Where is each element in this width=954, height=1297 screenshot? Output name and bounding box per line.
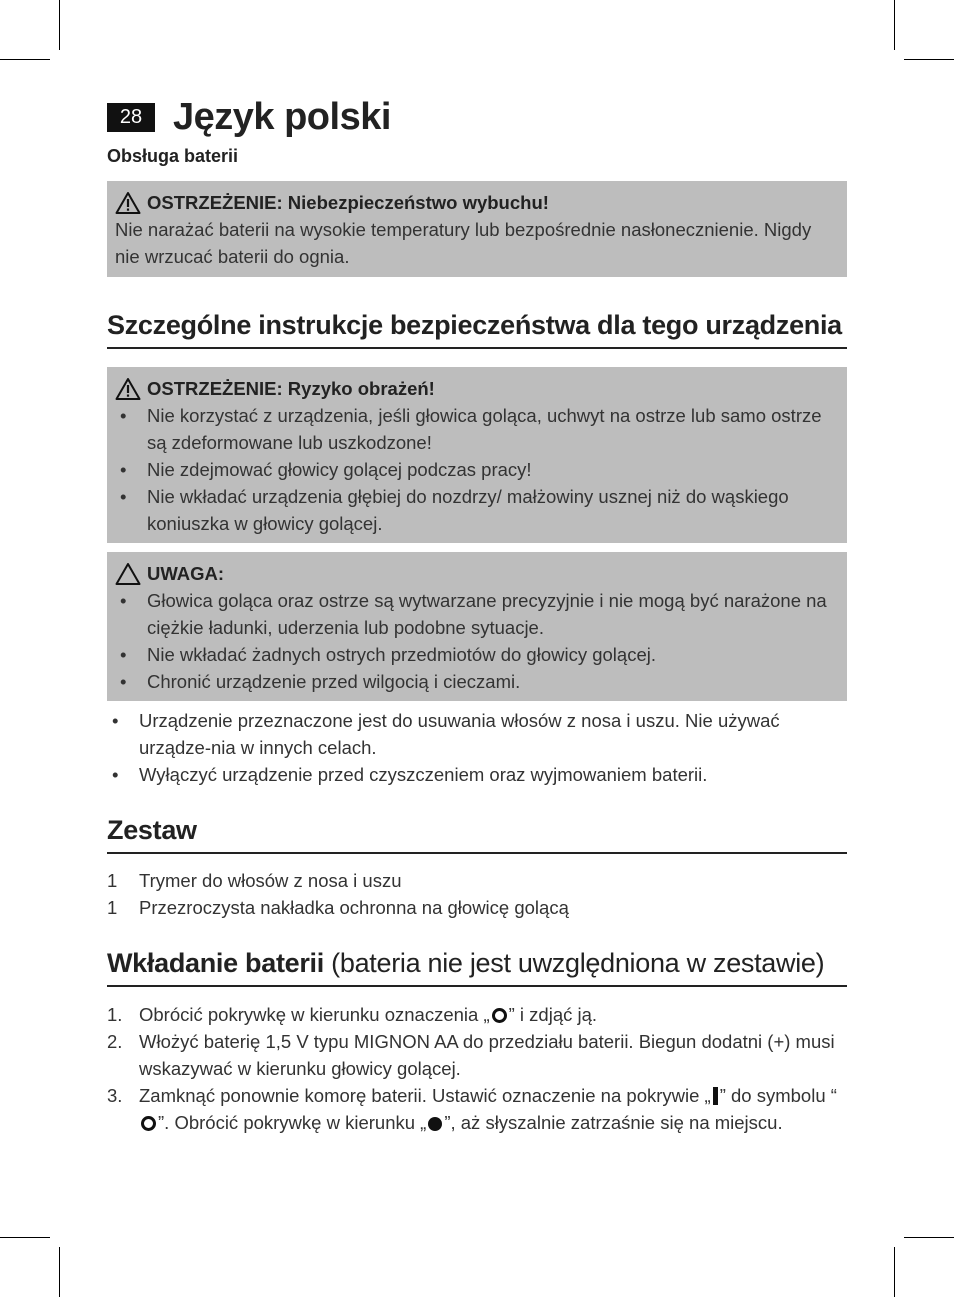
warning-injury-list xyxy=(115,402,837,537)
step-text: Włożyć baterię 1,5 V typu MIGNON AA do przedziału baterii. Biegun dodatni (+) musi wskazywać w kierunku głowicy golącej. xyxy=(139,1031,835,1079)
list-item: • Nie korzystać z urządzenia, jeśli głowica goląca, uchwyt na ostrze lub samo ostrze są zdeformowane lub uszkodzone! xyxy=(115,402,837,456)
step-text: Zamknąć ponownie komorę baterii. Ustawić oznaczenie na pokrywie „ xyxy=(139,1085,711,1106)
warning-explosion-title: OSTRZEŻENIE: Niebezpieczeństwo wybuchu! xyxy=(147,192,549,213)
open-circle-icon xyxy=(492,1008,507,1023)
safety-section-heading: Szczególne instrukcje bezpieczeństwa dla tego urządzenia xyxy=(107,310,847,349)
crop-mark xyxy=(0,59,50,60)
list-item xyxy=(107,1001,847,1028)
caution-triangle-icon xyxy=(115,562,141,586)
warning-triangle-icon xyxy=(115,377,141,401)
list-item: • Nie wkładać urządzenia głębiej do nozdrzy/ małżowiny usznej niż do wąskiego koniuszka w głowicy golącej. xyxy=(115,483,837,537)
page-title: Język polski xyxy=(173,96,391,138)
warning-explosion-box xyxy=(107,181,847,277)
warning-injury-title: OSTRZEŻENIE: Ryzyko obrażeń! xyxy=(147,378,435,399)
item-quantity: 1 xyxy=(107,870,118,891)
warning-injury-title-row xyxy=(115,375,837,402)
marker-bar-icon xyxy=(713,1087,718,1105)
battery-handling-subheading: Obsługa baterii xyxy=(107,146,239,166)
step-text: ”. Obrócić pokrywkę w kierunku „ xyxy=(158,1112,427,1133)
list-item xyxy=(107,894,847,921)
list-item: • Chronić urządzenie przed wilgocią i cieczami. xyxy=(115,668,837,695)
step-number: 1. xyxy=(107,1004,123,1025)
step-text: ”, aż słyszalnie zatrzaśnie się na miejscu. xyxy=(444,1112,783,1133)
step-text: ” do symbolu “ xyxy=(719,1085,837,1106)
crop-mark xyxy=(0,1237,50,1238)
warning-explosion-title-row xyxy=(115,189,837,216)
list-item: • Nie zdejmować głowicy golącej podczas pracy! xyxy=(115,456,837,483)
contents-list xyxy=(107,867,847,921)
step-text: Obrócić pokrywkę w kierunku oznaczenia „ xyxy=(139,1004,490,1025)
general-safety-list xyxy=(107,707,847,788)
warning-injury-box xyxy=(107,367,847,543)
contents-list-container xyxy=(107,867,847,921)
step-number: 2. xyxy=(107,1031,123,1052)
caution-title: UWAGA: xyxy=(147,563,225,584)
item-text: Trymer do włosów z nosa i uszu xyxy=(139,870,402,891)
crop-mark xyxy=(894,0,895,50)
battery-heading-light: (bateria nie jest uwzględniona w zestawie) xyxy=(323,948,825,978)
battery-steps-list xyxy=(107,1001,847,1136)
list-item xyxy=(107,867,847,894)
list-item: • Wyłączyć urządzenie przed czyszczeniem oraz wyjmowaniem baterii. xyxy=(107,761,847,788)
caution-list xyxy=(115,587,837,695)
filled-circle-icon xyxy=(428,1117,442,1131)
list-item xyxy=(107,1028,847,1082)
battery-section-heading xyxy=(107,948,847,987)
list-item: • Głowica goląca oraz ostrze są wytwarzane precyzyjnie i nie mogą być narażone na ciężkie ładunki, uderzenia lub podobne sytuacje. xyxy=(115,587,837,641)
general-safety-list-container xyxy=(107,707,847,788)
crop-mark xyxy=(59,1247,60,1297)
step-number: 3. xyxy=(107,1085,123,1106)
warning-explosion-text: Nie narażać baterii na wysokie temperatury lub bezpośrednie nasłonecznienie. Nigdy nie wrzucać baterii do ognia. xyxy=(115,219,812,267)
list-item: • Nie wkładać żadnych ostrych przedmiotów do głowicy golącej. xyxy=(115,641,837,668)
battery-steps-container xyxy=(107,1001,847,1136)
item-quantity: 1 xyxy=(107,897,118,918)
crop-mark xyxy=(904,59,954,60)
page-number: 28 xyxy=(107,103,155,132)
battery-heading-bold: Wkładanie baterii xyxy=(107,948,324,978)
contents-section-heading: Zestaw xyxy=(107,815,847,854)
item-text: Przezroczysta nakładka ochronna na głowicę golącą xyxy=(139,897,569,918)
warning-triangle-icon xyxy=(115,191,141,215)
crop-mark xyxy=(894,1247,895,1297)
open-circle-icon xyxy=(141,1116,156,1131)
step-text: ” i zdjąć ją. xyxy=(508,1004,598,1025)
page-header xyxy=(107,96,391,139)
list-item: • Urządzenie przeznaczone jest do usuwania włosów z nosa i uszu. Nie używać urządze-nia w innych celach. xyxy=(107,707,847,761)
caution-title-row xyxy=(115,560,837,587)
crop-mark xyxy=(59,0,60,50)
list-item xyxy=(107,1082,847,1136)
crop-mark xyxy=(904,1237,954,1238)
caution-box xyxy=(107,552,847,701)
